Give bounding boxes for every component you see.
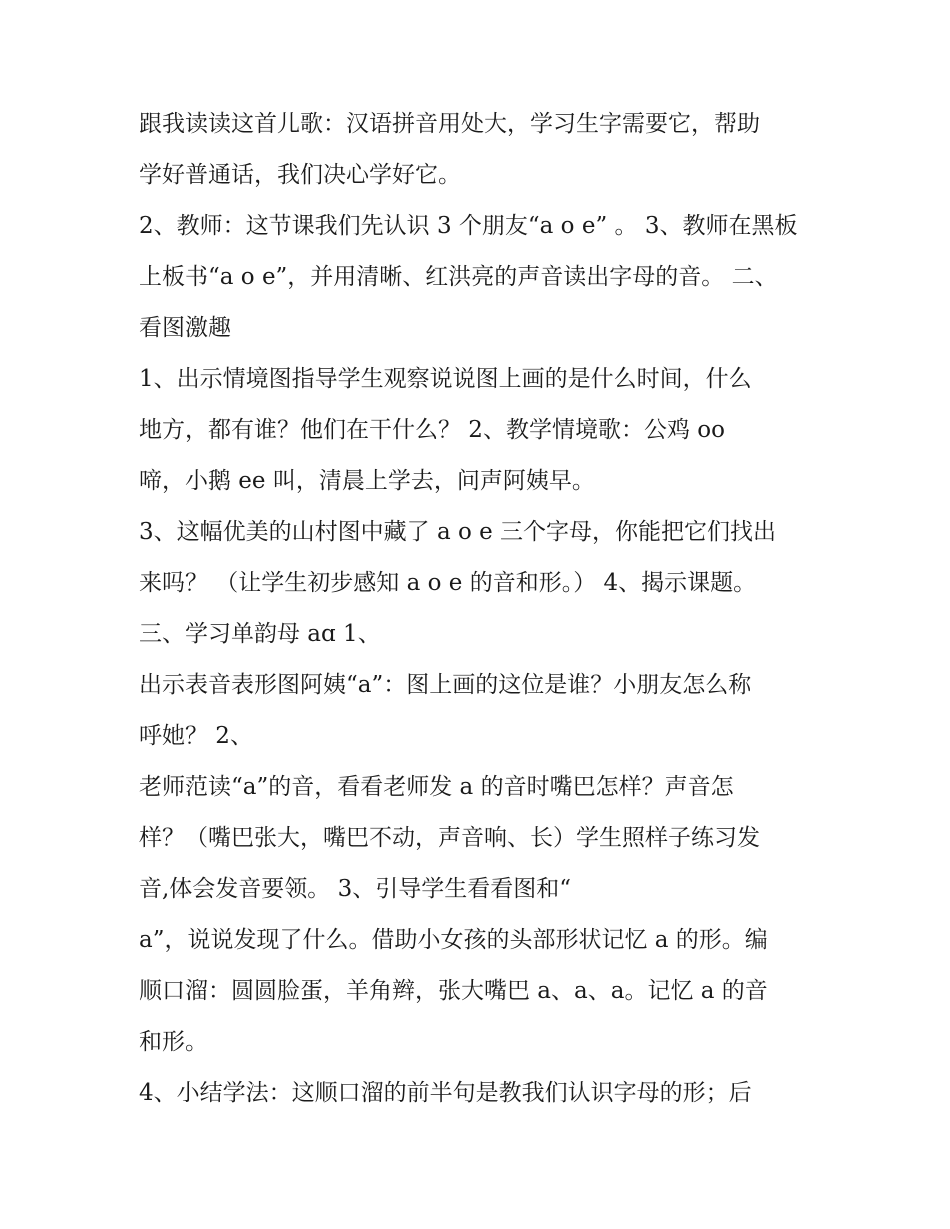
- text-line: 跟我读读这首儿歌：汉语拼音用处大，学习生字需要它，帮助: [139, 111, 760, 137]
- text-line: 呼她？ 2、: [139, 723, 253, 749]
- text-line: 来吗？ （让学生初步感知 a o e 的音和形。） 4、揭示课题。: [139, 570, 757, 596]
- text-line: 样？（嘴巴张大，嘴巴不动，声音响、长）学生照样子练习发: [139, 825, 760, 851]
- text-line: 2、教师：这节课我们先认识 3 个朋友“a o e” 。 3、教师在黑板: [139, 213, 798, 239]
- text-line: 啼，小鹅 ee 叫，清晨上学去，问声阿姨早。: [139, 468, 595, 494]
- text-line: 1、出示情境图指导学生观察说说图上画的是什么时间，什么: [139, 366, 752, 392]
- text-line: 看图激趣: [139, 315, 231, 341]
- text-line: 3、这幅优美的山村图中藏了 a o e 三个字母，你能把它们找出: [139, 519, 777, 545]
- text-line: 老师范读“a”的音，看看老师发 a 的音时嘴巴怎样？声音怎: [139, 774, 734, 800]
- text-line: 顺口溜：圆圆脸蛋，羊角辫，张大嘴巴 a、a、a。记忆 a 的音: [139, 978, 768, 1004]
- text-line: 上板书“a o e”，并用清晰、红洪亮的声音读出字母的音。 二、: [139, 264, 778, 290]
- text-line: 学好普通话，我们决心学好它。: [139, 162, 461, 188]
- text-line: 4、小结学法：这顺口溜的前半句是教我们认识字母的形；后: [139, 1080, 752, 1106]
- text-line: 三、学习单韵母 aɑ 1、: [139, 621, 381, 647]
- text-line: 和形。: [139, 1029, 208, 1055]
- text-line: a”，说说发现了什么。借助小女孩的头部形状记忆 a 的形。编: [139, 927, 768, 953]
- text-line: 出示表音表形图阿姨“a”：图上画的这位是谁？小朋友怎么称: [139, 672, 752, 698]
- text-line: 地方，都有谁？他们在干什么？ 2、教学情境歌：公鸡 oo: [139, 417, 725, 443]
- text-line: 音,体会发音要领。 3、引导学生看看图和“: [139, 876, 572, 902]
